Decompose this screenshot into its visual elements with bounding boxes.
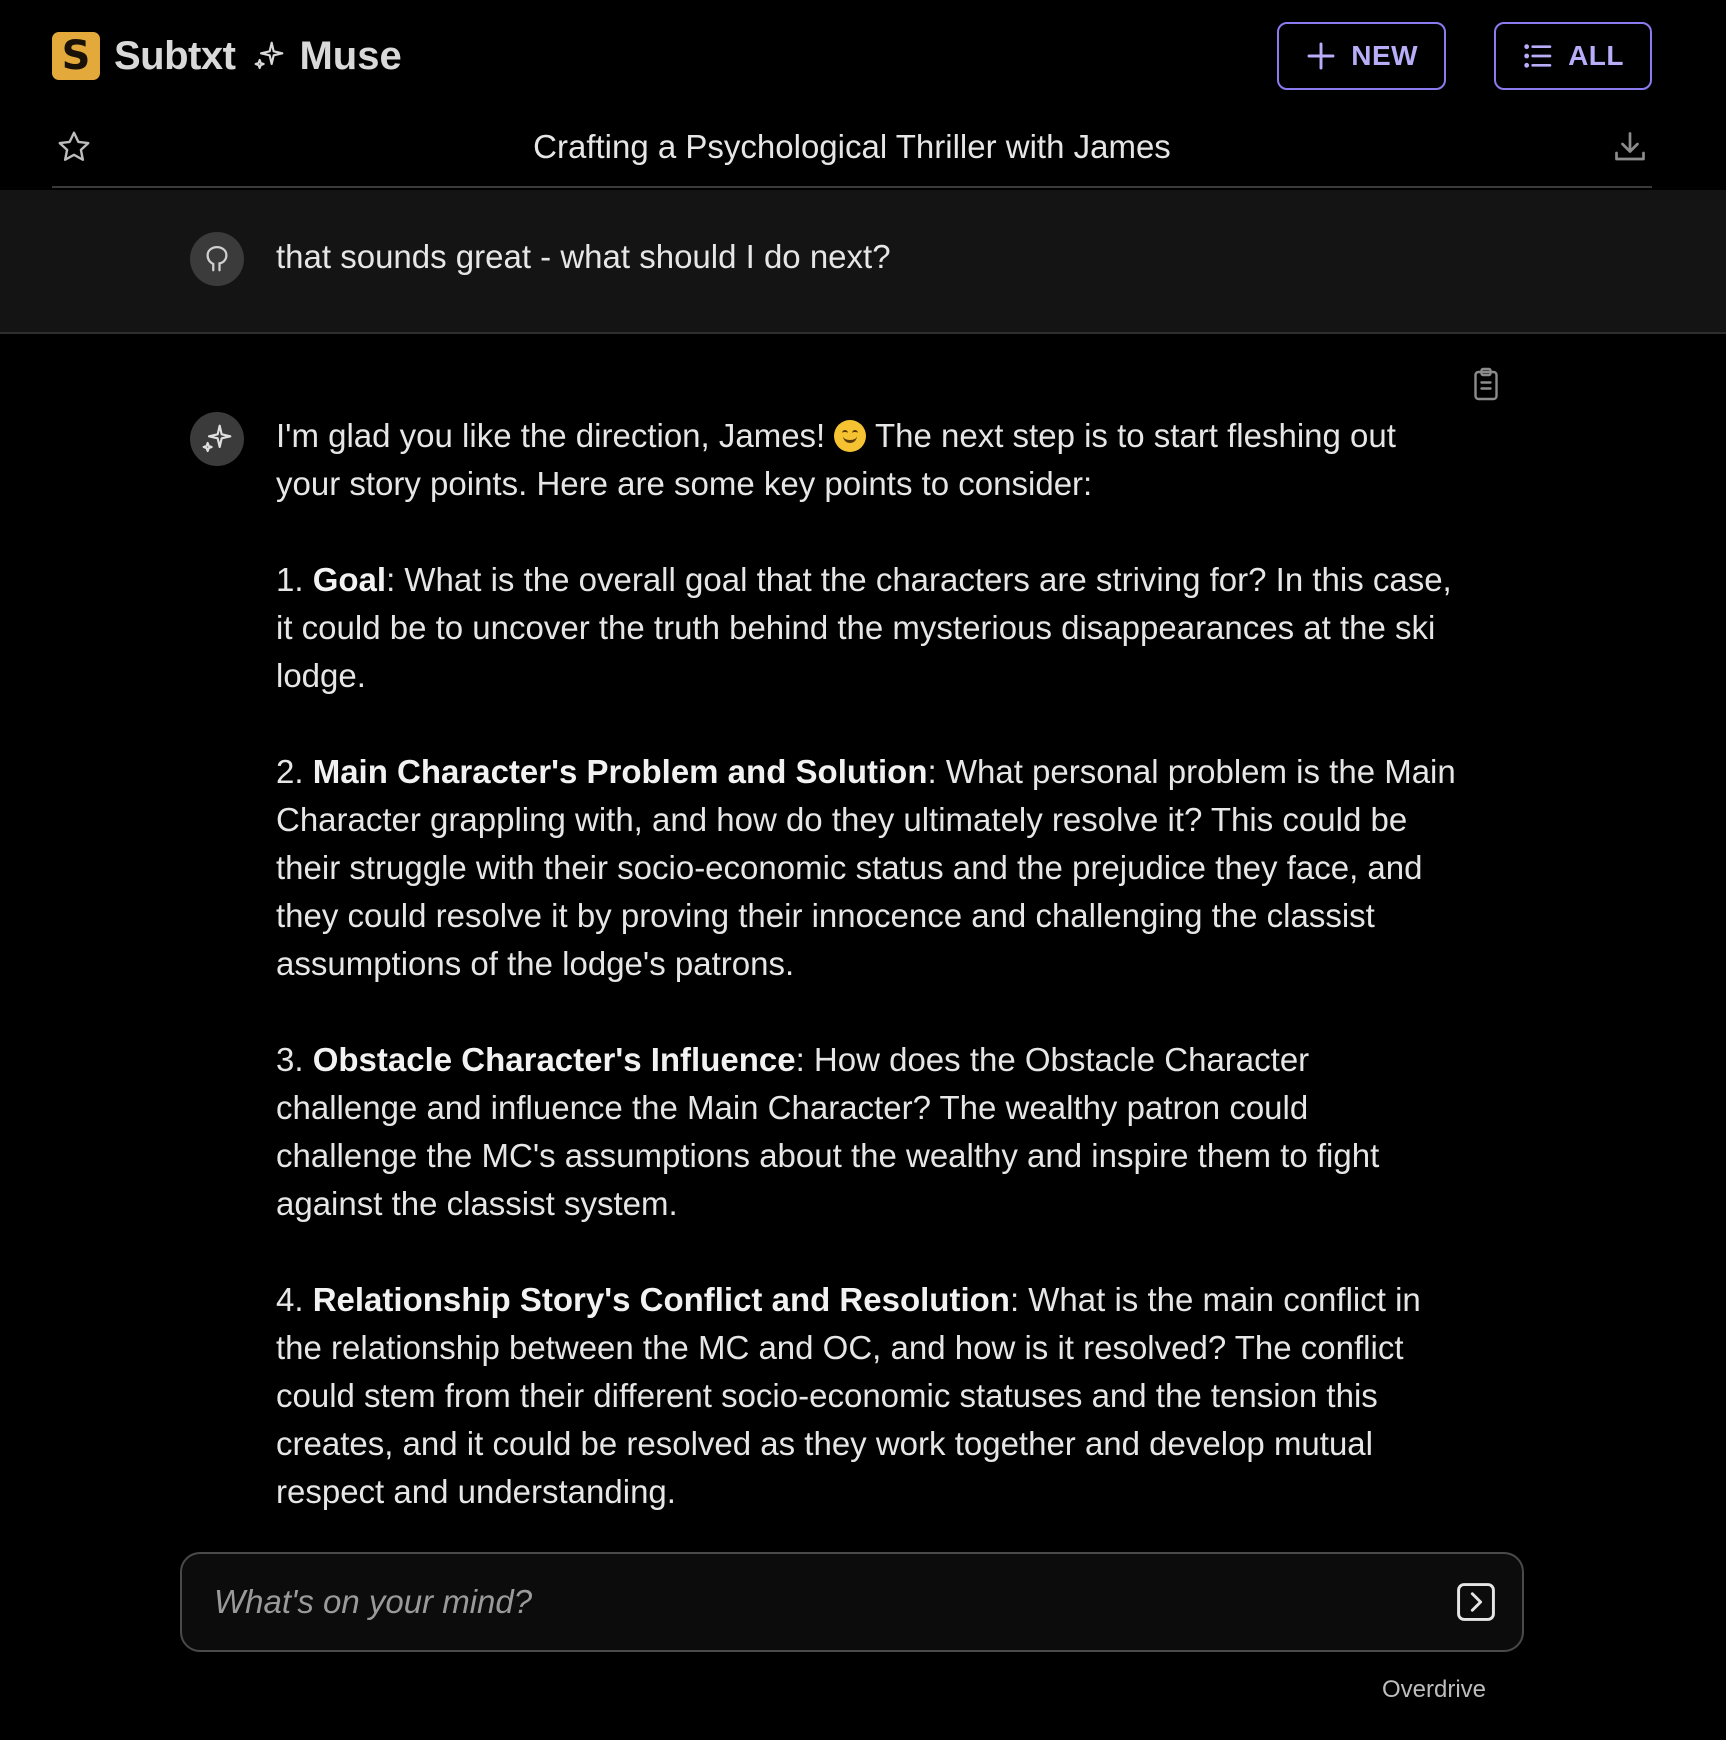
list-item-number: 3. [276, 1041, 304, 1078]
sparkle-icon [201, 423, 233, 455]
favorite-button[interactable] [52, 125, 96, 169]
new-chat-label: NEW [1351, 40, 1419, 71]
smile-emoji-icon [834, 420, 866, 452]
plus-icon [1305, 40, 1337, 72]
all-chats-label: ALL [1568, 40, 1624, 71]
header-actions [1277, 22, 1652, 90]
list-item [276, 556, 1456, 700]
brand-sub: Muse [299, 33, 402, 78]
list-icon [1522, 40, 1554, 72]
message-composer [180, 1552, 1524, 1652]
logo-icon: S [52, 32, 100, 80]
new-chat-button[interactable] [1277, 22, 1446, 90]
user-message-text: that sounds great - what should I do next? [276, 238, 891, 275]
user-message [0, 190, 1726, 334]
brand-name: Subtxt [114, 33, 236, 78]
list-item-heading: Obstacle Character's Influence [312, 1041, 796, 1078]
mode-label[interactable]: Overdrive [1382, 1676, 1487, 1703]
list-item-text: : What personal problem is the Main Character grappling with, and how do they ultimately resolve it? This could be their struggle with their socio-economic status and the prejudice they face, and they could resolve it by proving their innocence and challenging the classist assumptions of the lodge's patrons. [276, 753, 1456, 982]
assistant-intro [276, 412, 1456, 508]
clipboard-icon [1468, 366, 1504, 402]
list-item-number: 1. [276, 561, 304, 598]
all-chats-button[interactable] [1494, 22, 1652, 90]
star-icon [56, 129, 92, 165]
conversation-title: Crafting a Psychological Thriller with James [533, 128, 1171, 165]
list-item-heading: Goal [312, 561, 387, 598]
list-item-number: 2. [276, 753, 304, 790]
list-item [276, 1276, 1456, 1516]
sparkle-icon [253, 40, 285, 72]
send-button[interactable] [1454, 1580, 1498, 1624]
list-item-text: : What is the main conflict in the relationship between the MC and OC, and how is it resolved? The conflict could stem from their different socio-economic statuses and the tension this creates, and it could be resolved as they work together and develop mutual respect and understanding. [276, 1281, 1421, 1510]
list-item-number: 4. [276, 1281, 304, 1318]
list-item-heading: Main Character's Problem and Solution [312, 753, 928, 790]
send-icon [1454, 1580, 1498, 1624]
list-item-heading: Relationship Story's Conflict and Resolution [312, 1281, 1010, 1318]
assistant-avatar [190, 412, 244, 466]
intro-text-start: I'm glad you like the direction, James! [276, 417, 826, 454]
list-item [276, 1036, 1456, 1228]
user-head-icon [202, 244, 232, 274]
conversation-titlebar [52, 108, 1652, 188]
list-item-text: : What is the overall goal that the characters are striving for? In this case, it could be to uncover the truth behind the mysterious disappearances at the ski lodge. [276, 561, 1452, 694]
app-header [52, 22, 1652, 90]
download-icon [1612, 129, 1648, 165]
copy-button[interactable] [1468, 366, 1504, 402]
intro-text-end: The next step is to start fleshing out your story points. Here are some key points to consider: [276, 417, 1396, 502]
download-button[interactable] [1608, 125, 1652, 169]
list-item [276, 748, 1456, 988]
list-item-text: : How does the Obstacle Character challenge and influence the Main Character? The wealthy patron could challenge the MC's assumptions about the wealthy and inspire them to fight against the classist system. [276, 1041, 1380, 1222]
assistant-message [276, 412, 1456, 1564]
brand[interactable] [52, 32, 402, 80]
user-avatar [190, 232, 244, 286]
message-input[interactable] [214, 1554, 1414, 1650]
